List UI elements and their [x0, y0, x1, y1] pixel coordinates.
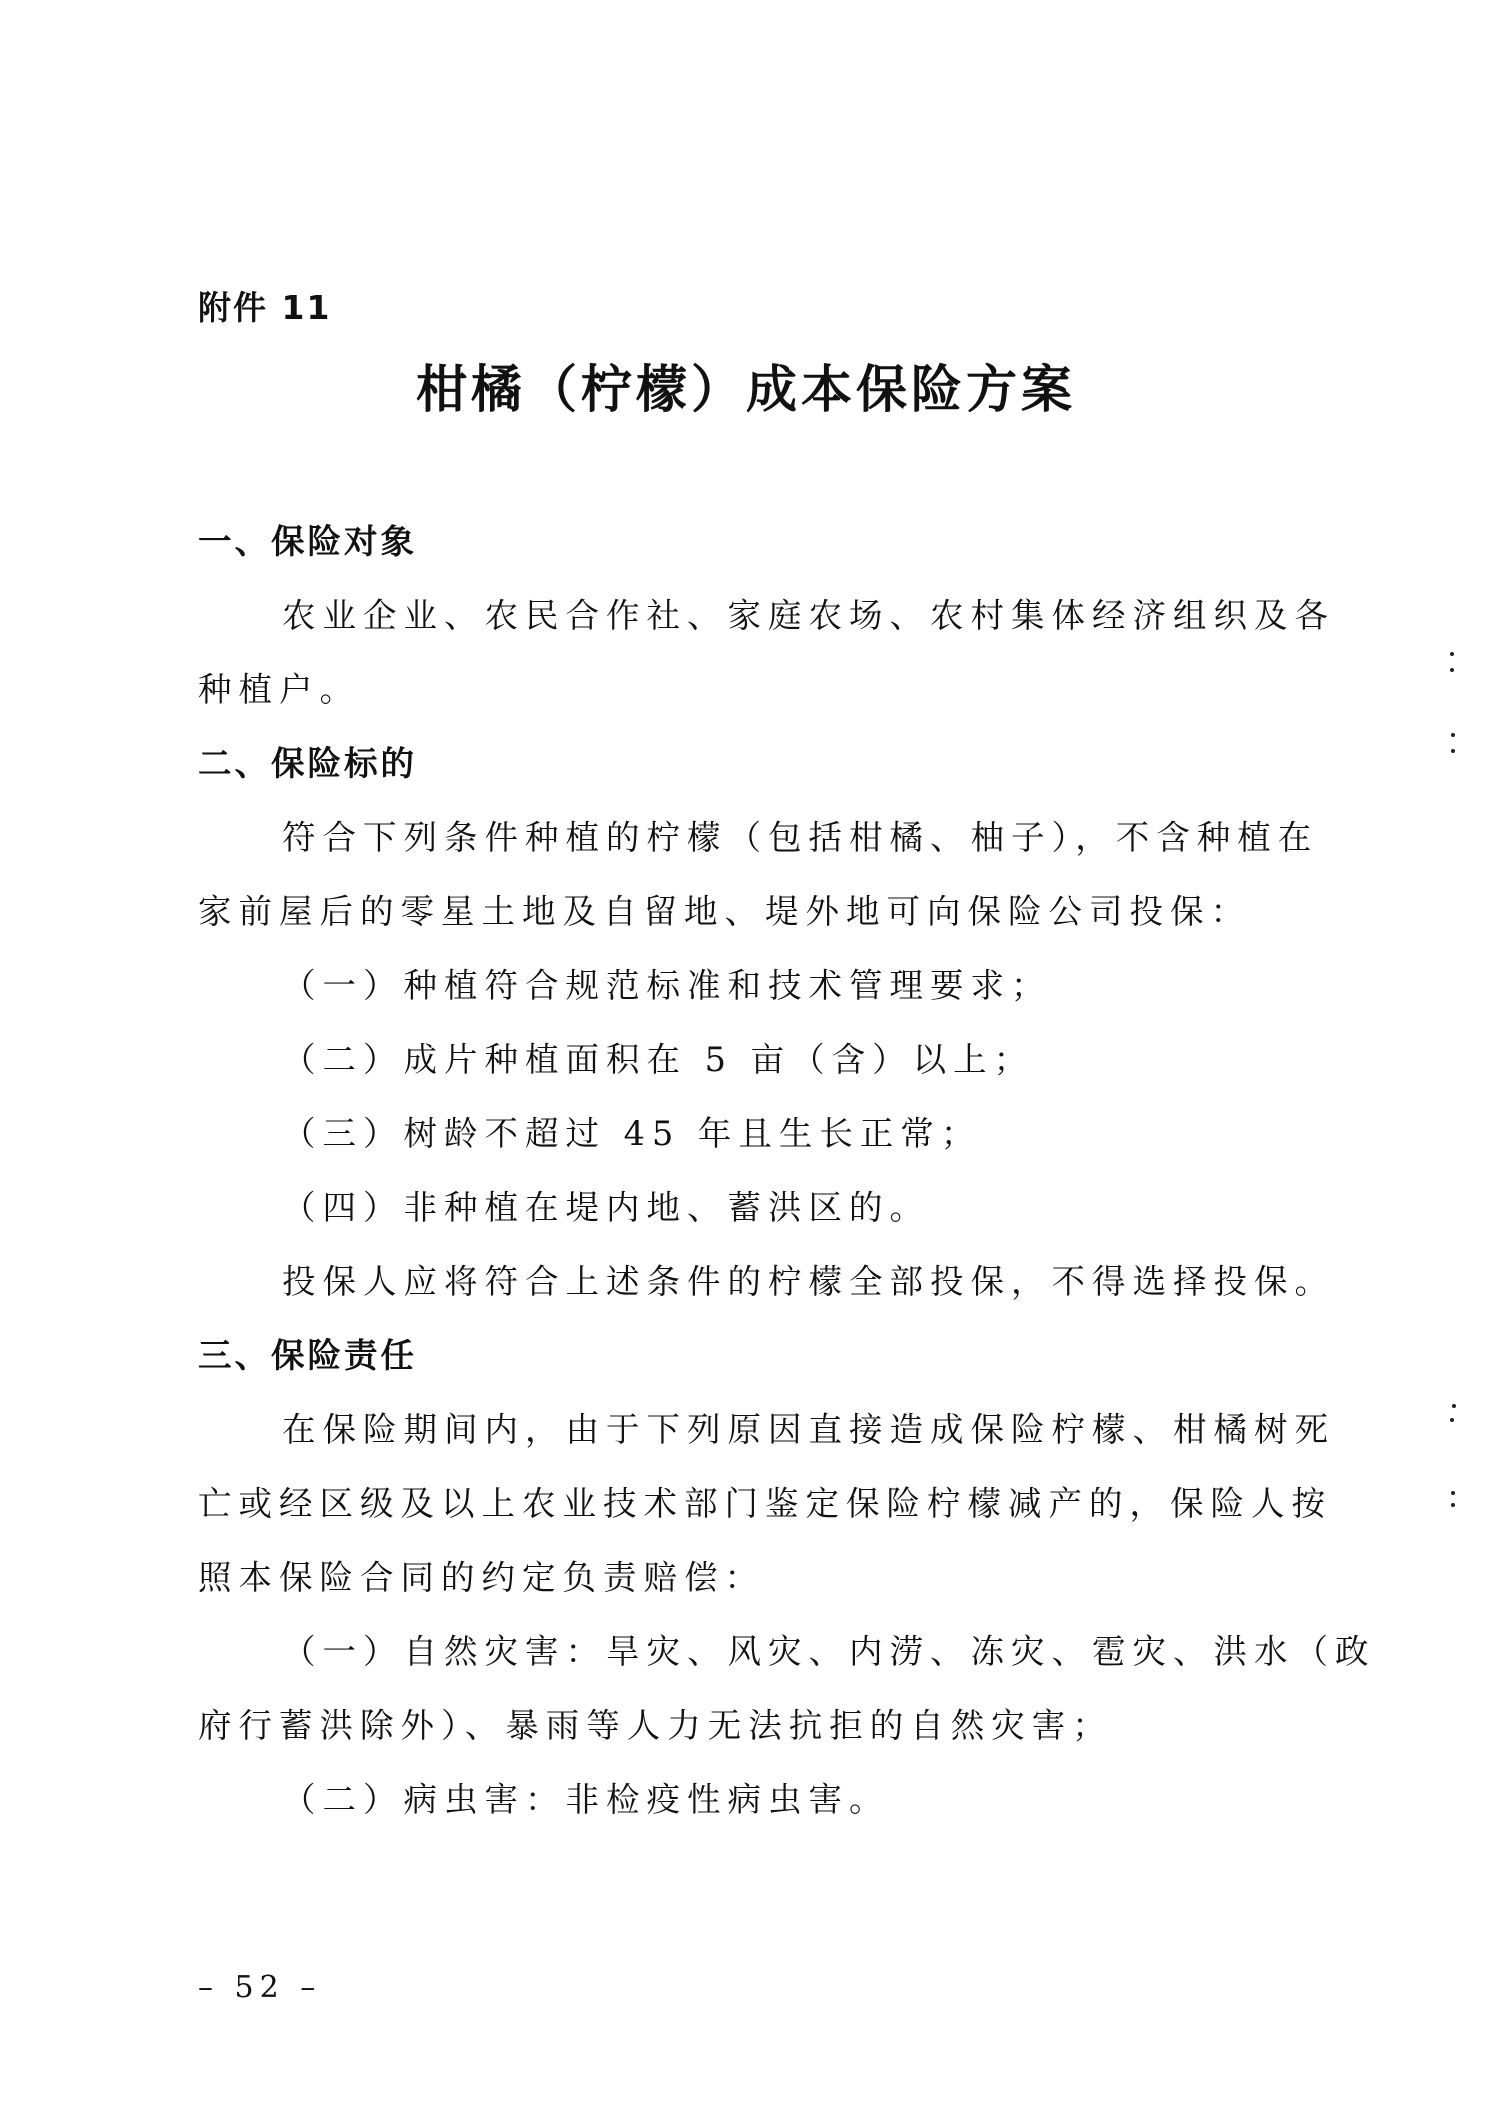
binding-marks	[1440, 0, 1470, 2105]
paragraph-line: 种植户。	[198, 670, 360, 709]
paragraph-line: 家前屋后的零星土地及自留地、堤外地可向保险公司投保：	[198, 892, 1251, 931]
document-body	[198, 505, 1376, 1837]
section-heading-insured-objects: 一、保险对象	[198, 522, 417, 561]
liability-item: （二）病虫害：非检疫性病虫害。	[282, 1780, 890, 1819]
paragraph-line: 照本保险合同的约定负责赔偿：	[198, 1558, 765, 1597]
page-number: – 52 –	[198, 1970, 322, 2005]
paragraph-line: 符合下列条件种植的柠檬（包括柑橘、柚子），不含种植在	[282, 818, 1319, 857]
condition-item: （三）树龄不超过 45 年且生长正常；	[282, 1114, 982, 1153]
liability-item: （一）自然灾害：旱灾、风灾、内涝、冻灾、雹灾、洪水（政	[282, 1632, 1376, 1671]
paragraph-line: 投保人应将符合上述条件的柠檬全部投保，不得选择投保。	[282, 1262, 1335, 1301]
paragraph-line: 农业企业、农民合作社、家庭农场、农村集体经济组织及各	[282, 596, 1335, 635]
paragraph-line: 府行蓄洪除外）、暴雨等人力无法抗拒的自然灾害；	[198, 1706, 1113, 1745]
condition-item: （四）非种植在堤内地、蓄洪区的。	[282, 1188, 930, 1227]
paragraph-line: 亡或经区级及以上农业技术部门鉴定保险柠檬减产的，保险人按	[198, 1484, 1332, 1523]
document-title: 柑橘（柠檬）成本保险方案	[415, 361, 1076, 420]
paragraph-line: 在保险期间内，由于下列原因直接造成保险柠檬、柑橘树死	[282, 1410, 1335, 1449]
annex-label: 附件 11	[198, 288, 332, 327]
condition-item: （二）成片种植面积在 5 亩（含）以上；	[282, 1040, 1035, 1079]
section-heading-insured-subject: 二、保险标的	[198, 744, 417, 783]
section-heading-insurance-liability: 三、保险责任	[198, 1336, 417, 1375]
condition-item: （一）种植符合规范标准和技术管理要求；	[282, 966, 1052, 1005]
